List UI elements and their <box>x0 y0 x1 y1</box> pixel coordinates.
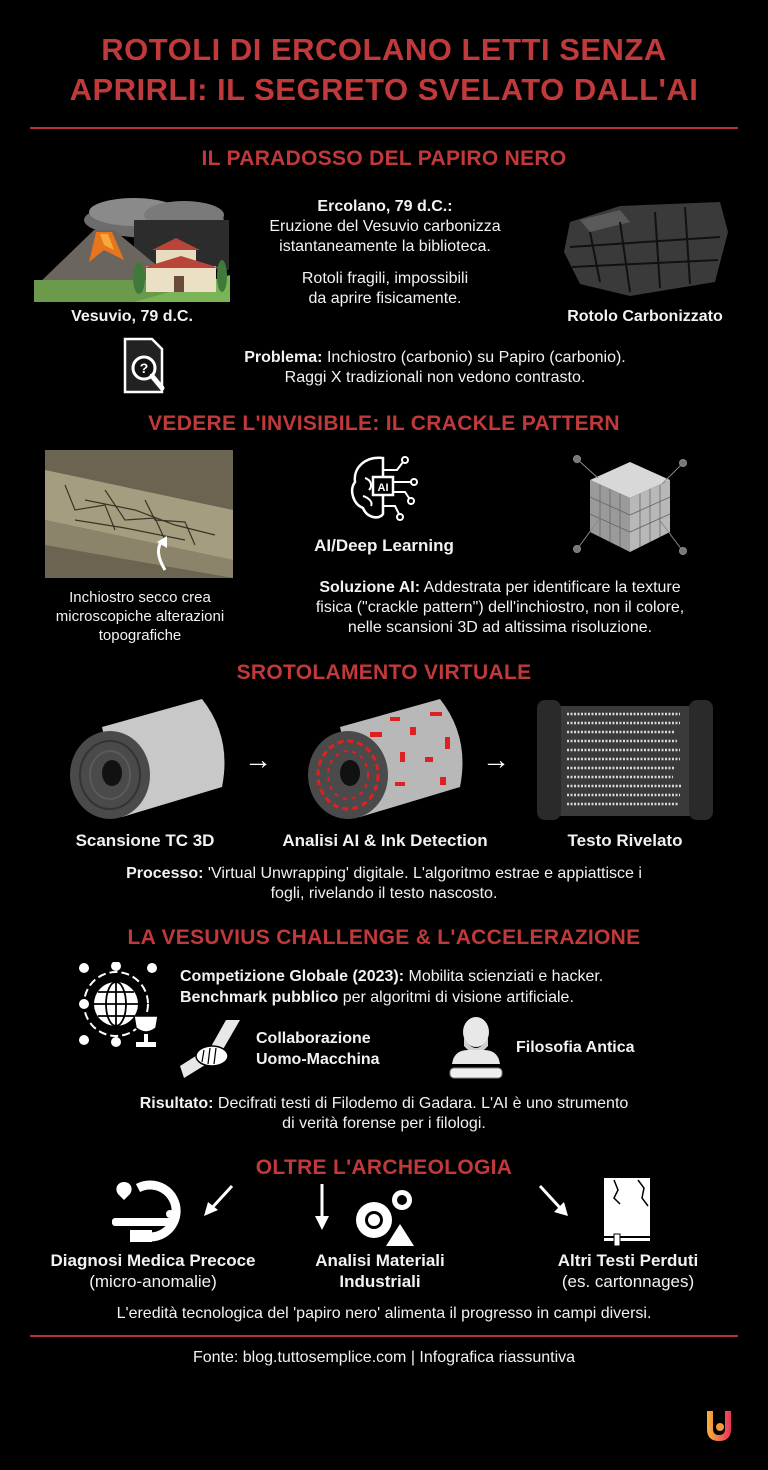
use-case-lost-texts-sub: (es. cartonnages) <box>561 1272 695 1291</box>
solution-line-1: Addestrata per identificare la texture <box>420 579 681 596</box>
carbonized-scroll-image <box>560 192 730 300</box>
benchmark-label: Benchmark pubblico <box>180 989 339 1006</box>
fragile-line-2: da aprire fisicamente. <box>308 290 462 307</box>
crackle-caption-line-3: topografiche <box>98 627 182 644</box>
ai-icon-label: AI <box>377 482 389 494</box>
ancient-book-icon <box>600 1176 652 1246</box>
document-search-icon <box>122 336 182 396</box>
problem-text <box>190 348 680 388</box>
ercolano-line-1: Eruzione del Vesuvio carbonizza <box>269 218 501 235</box>
revealed-text-scroll-image <box>535 698 715 822</box>
collaboration-label <box>256 1028 436 1070</box>
arrow-down-icon <box>312 1164 332 1234</box>
voxel-cube-icon <box>570 452 690 562</box>
divider-bottom <box>30 1335 738 1337</box>
section-title-vesuvius-challenge: LA VESUVIUS CHALLENGE & L'ACCELERAZIONE <box>127 926 641 949</box>
step-label-testo: Testo Rivelato <box>567 831 683 850</box>
ink-detection-scroll-image <box>300 697 470 822</box>
use-case-materials-title: Analisi Materiali <box>315 1251 445 1270</box>
global-competition-icon <box>78 962 168 1052</box>
title-line-1: ROTOLI DI ERCOLANO LETTI SENZA <box>101 32 667 67</box>
philosopher-bust-icon <box>446 1016 506 1082</box>
collaboration-line-2: Uomo-Macchina <box>256 1051 380 1068</box>
process-line-1: 'Virtual Unwrapping' digitale. L'algoritmo estrae e appiattisce i <box>203 865 642 882</box>
title-line-2: APRIRLI: IL SEGRETO SVELATO DALL'AI <box>69 72 699 107</box>
use-case-medical <box>28 1250 278 1292</box>
handshake-icon <box>178 1018 250 1080</box>
section-title-oltre-archeologia: OLTRE L'ARCHEOLOGIA <box>255 1156 513 1179</box>
section-title-crackle-pattern: VEDERE L'INVISIBILE: IL CRACKLE PATTERN <box>148 412 620 435</box>
page-title <box>0 30 768 110</box>
svg-text:?: ? <box>139 360 149 376</box>
legacy-text: L'eredità tecnologica del 'papiro nero' alimenta il progresso in campi diversi. <box>116 1305 652 1322</box>
result-text <box>40 1094 728 1134</box>
caption-vesuvio: Vesuvio, 79 d.C. <box>71 308 193 325</box>
process-line-2: fogli, rivelando il testo nascosto. <box>270 885 498 902</box>
solution-line-3: nelle scansioni 3D ad altissima risoluzione. <box>347 619 653 636</box>
problem-line-1: Inchiostro (carbonio) su Papiro (carbonio). <box>322 349 626 366</box>
use-case-medical-title: Diagnosi Medica Precoce <box>50 1251 256 1270</box>
caption-ai-deep-learning: AI/Deep Learning <box>314 536 454 555</box>
competition-label: Competizione Globale (2023): <box>180 968 405 985</box>
arrow-down-left-icon <box>200 1180 240 1220</box>
problem-label: Problema: <box>244 349 323 366</box>
section-title-papiro-nero: IL PARADOSSO DEL PAPIRO NERO <box>201 147 567 170</box>
crackle-microscope-image <box>45 450 233 578</box>
collaboration-line-1: Collaborazione <box>256 1030 371 1047</box>
use-case-materials-sub: Industriali <box>339 1272 421 1291</box>
brand-logo-icon <box>701 1407 737 1443</box>
ercolano-description <box>230 197 540 309</box>
result-label: Risultato: <box>139 1095 214 1112</box>
caption-rotolo-carbonizzato: Rotolo Carbonizzato <box>567 308 723 325</box>
arrow-right-1: → <box>244 744 272 775</box>
crackle-caption <box>30 588 250 645</box>
divider-top <box>30 127 738 129</box>
benchmark-description: per algoritmi di visione artificiale. <box>338 989 574 1006</box>
gears-materials-icon <box>350 1186 416 1248</box>
result-line-2: di verità forense per i filologi. <box>282 1115 486 1132</box>
step-label-scansione: Scansione TC 3D <box>75 831 215 850</box>
section-title-srotolamento: SROTOLAMENTO VIRTUALE <box>236 661 532 684</box>
solution-text <box>250 578 750 638</box>
use-case-lost-texts <box>530 1250 726 1292</box>
use-case-materials <box>290 1250 470 1292</box>
use-case-medical-sub: (micro-anomalie) <box>89 1272 217 1291</box>
solution-line-2: fisica ("crackle pattern") dell'inchiostro, non il colore, <box>315 599 685 616</box>
competition-text <box>180 966 740 1008</box>
crackle-caption-line-1: Inchiostro secco crea <box>69 589 211 606</box>
process-label: Processo: <box>126 865 204 882</box>
step-label-analisi: Analisi AI & Ink Detection <box>282 831 488 850</box>
problem-line-2: Raggi X tradizionali non vedono contrasto. <box>284 369 586 386</box>
process-text <box>40 864 728 904</box>
ercolano-line-2: istantaneamente la biblioteca. <box>279 238 491 255</box>
arrow-down-right-icon <box>532 1180 572 1220</box>
use-case-lost-texts-title: Altri Testi Perduti <box>557 1251 699 1270</box>
volcano-illustration <box>34 190 230 302</box>
medical-scanner-icon <box>110 1178 185 1244</box>
ai-brain-icon <box>345 450 421 526</box>
source-credit: Fonte: blog.tuttosemplice.com | Infografica riassuntiva <box>192 1349 576 1366</box>
solution-label: Soluzione AI: <box>319 579 421 596</box>
competition-description: Mobilita scienziati e hacker. <box>404 968 604 985</box>
arrow-right-2: → <box>482 744 510 775</box>
crackle-caption-line-2: microscopiche alterazioni <box>55 608 225 625</box>
ct-scan-scroll-image <box>62 697 232 822</box>
result-line-1: Decifrati testi di Filodemo di Gadara. L'AI è uno strumento <box>213 1095 629 1112</box>
fragile-line-1: Rotoli fragili, impossibili <box>301 270 469 287</box>
ercolano-heading: Ercolano, 79 d.C.: <box>317 198 453 215</box>
philosophy-label: Filosofia Antica <box>516 1039 635 1056</box>
